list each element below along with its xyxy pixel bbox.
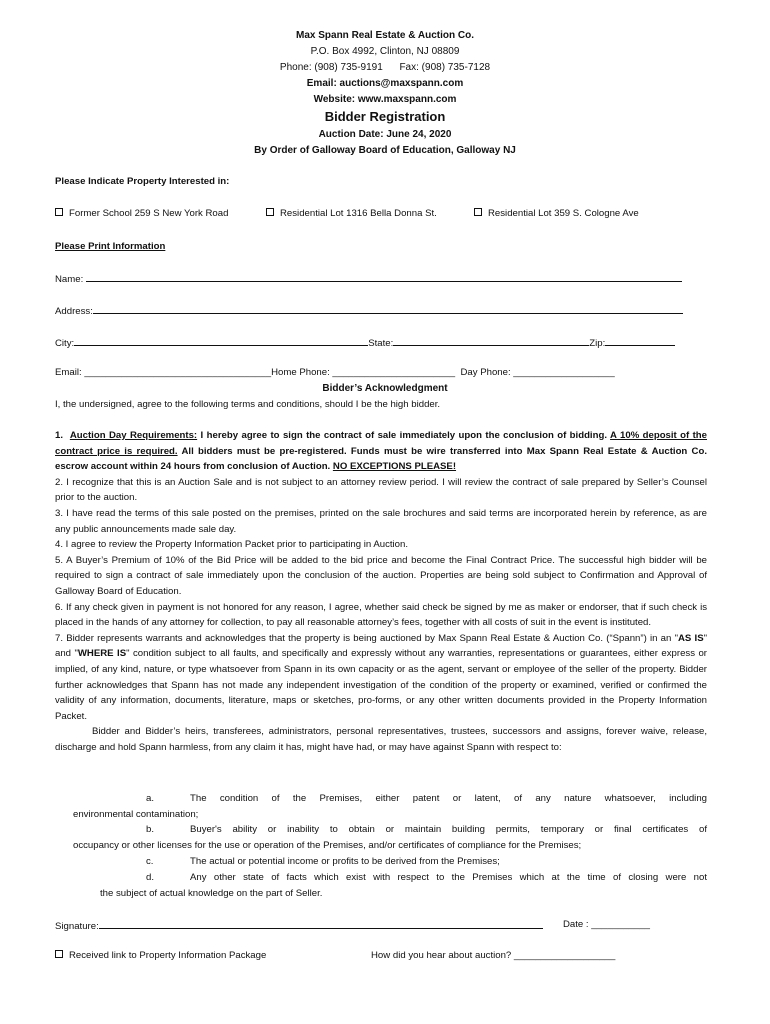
page-title: Bidder Registration: [324, 109, 446, 124]
ack-heading: Bidder’s Acknowledgment: [322, 383, 448, 394]
term-1: 1. Auction Day Requirements: I hereby agree to sign the contract of sale immediately upon the conclusion of bidding. A 10% deposit of the contract price is required. All bidders must be pre-registered. Funds must be wire transferred into Max Spann Real Estate & Auction Co. escrow account within 24 hours from conclusion of Auction. NO EXCEPTIONS PLEASE!: [55, 430, 708, 473]
property-prompt: Please Indicate Property Interested in:: [55, 176, 230, 187]
term-2: 2. I recognize that this is an Auction Sale and is not subject to an attorney review period. I will review the contract of sale prepared by Seller’s Counsel prior to the auction.: [55, 476, 707, 504]
name-label: Name:: [55, 274, 84, 285]
address-field[interactable]: [93, 302, 683, 314]
term-7-release: Bidder and Bidder’s heirs, transferees, administrators, personal representatives, trustees, successors and assigns, forever waive, release, discharge and hold Spann harmless, from any claim it has, might have had, or may have against Spann with respect to:: [55, 726, 707, 753]
state-field[interactable]: [393, 334, 589, 346]
email-field[interactable]: Email: ___________________________________: [55, 367, 272, 378]
signature-row: [55, 917, 543, 935]
sub-item-d: d. Any other state of facts which exist with respect to the Premises which at the time of closing were not the subject of actual knowledge on the part of Seller.: [100, 872, 707, 899]
print-info-heading: Please Print Information: [55, 241, 166, 252]
address-label: Address:: [55, 306, 93, 317]
email-phone-row: [55, 365, 615, 381]
date-field[interactable]: Date : ___________: [563, 919, 650, 930]
zip-label: Zip:: [589, 338, 606, 349]
property-option-1[interactable]: Former School 259 S New York Road: [55, 206, 228, 222]
zip-field[interactable]: [605, 334, 675, 346]
property-option-3[interactable]: Residential Lot 359 S. Cologne Ave: [474, 206, 639, 222]
company-name: Max Spann Real Estate & Auction Co.: [296, 30, 474, 41]
received-link-option[interactable]: Received link to Property Information Package: [55, 948, 266, 964]
city-label: City:: [55, 338, 75, 349]
term-6: 6. If any check given in payment is not honored for any reason, I agree, whether said check be signed by me as maker or endorser, that if such check is placed in the hands of any attorney for collection, to pay all reasonable attorney’s fees, together with all costs of suit in the event is instituted.: [55, 601, 707, 629]
term-7: 7. Bidder represents warrants and acknowledges that the property is being auctioned by Max Spann Real Estate & Auction Co. (“Spann”) in an "AS IS" and "WHERE IS" condition subject to all faults, and specifically and expressly without any warranties, representations or guarantees, either express or implied, of any kind, nature, or type whatsoever from Spann in its own capacity or as the agent, servant or employee of the seller of the property. Bidder further acknowledges that Spann has not made any independent investigation of the condition of the property or examined, verified or confirmed the validity of any information, documents, literature, maps or sketches, pro-forms, or any other written documents provided in the Property Information Packet.: [55, 632, 707, 722]
sub-item-c: c. The actual or potential income or profits to be derived from the Premises;: [146, 856, 500, 867]
ack-intro: I, the undersigned, agree to the following terms and conditions, should I be the high bidder.: [55, 399, 441, 410]
company-phone: Phone: (908) 735-9191: [279, 62, 383, 73]
name-field[interactable]: [86, 270, 682, 282]
checkbox-icon[interactable]: [55, 208, 63, 216]
term-3: 3. I have read the terms of this sale posted on the premises, printed on the sale brochures and said terms are incorporated herein by reference, as are any public announcements made sale day.: [55, 507, 707, 535]
phone-fax-line: [0, 60, 770, 76]
checkbox-icon[interactable]: [266, 208, 274, 216]
checkbox-icon[interactable]: [55, 950, 63, 958]
name-row: [55, 270, 682, 288]
state-label: State:: [368, 338, 394, 349]
city-field[interactable]: [74, 334, 368, 346]
company-fax: Fax: (908) 735-7128: [399, 62, 491, 73]
address-row: [55, 302, 683, 320]
home-phone-field[interactable]: Home Phone: _______________________: [271, 367, 456, 378]
term-5: 5. A Buyer’s Premium of 10% of the Bid Price will be added to the bid price and become the Final Contract Price. The successful high bidder will be required to sign a contract of sale immediately upon the conclusion of the auction. Properties are being sold subject to Confirmation and Approval of Galloway Board of Education.: [55, 554, 707, 597]
heard-about-field[interactable]: How did you hear about auction? ___________________: [371, 950, 616, 961]
by-order-line: By Order of Galloway Board of Education, Galloway NJ: [254, 145, 516, 156]
sub-item-b: b. Buyer's ability or inability to obtain or maintain building permits, temporary or final certificates of occupancy or other licenses for the use or operation of the Premises, and/or certificates of compliance for the Premises;: [73, 824, 707, 851]
terms-list: [55, 428, 707, 755]
company-website: Website: www.maxspann.com: [313, 94, 457, 105]
property-option-2[interactable]: Residential Lot 1316 Bella Donna St.: [266, 206, 437, 222]
city-state-zip-row: [55, 334, 675, 352]
term-4: 4. I agree to review the Property Information Packet prior to participating in Auction.: [55, 539, 409, 551]
signature-field[interactable]: [99, 917, 543, 929]
day-phone-field[interactable]: Day Phone: ___________________: [460, 367, 615, 378]
checkbox-icon[interactable]: [474, 208, 482, 216]
auction-date: Auction Date: June 24, 2020: [318, 129, 452, 140]
sub-item-a: a. The condition of the Premises, either patent or latent, of any nature whatsoever, including environmental contamination;: [73, 793, 707, 820]
company-address: P.O. Box 4992, Clinton, NJ 08809: [310, 46, 460, 57]
company-email: Email: auctions@maxspann.com: [306, 78, 464, 89]
signature-label: Signature:: [55, 921, 99, 932]
